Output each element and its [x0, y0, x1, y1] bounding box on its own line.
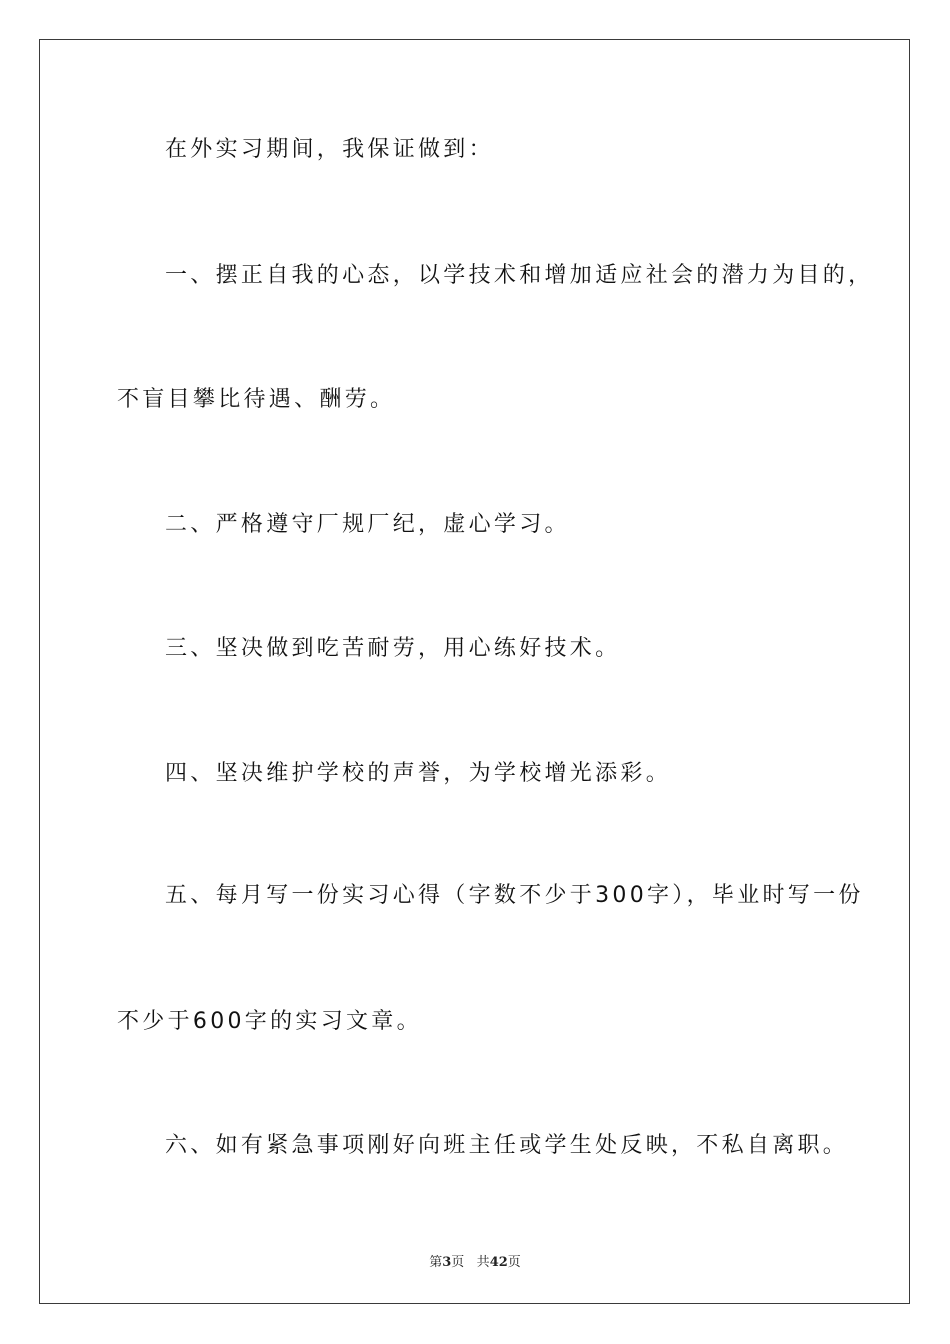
paragraph-item-6: 六、如有紧急事项刚好向班主任或学生处反映，不私自离职。: [165, 1133, 849, 1158]
paragraph-item-1: 一、摆正自我的心态，以学技术和增加适应社会的潜力为目的，: [165, 263, 874, 288]
paragraph-item-3: 三、坚决做到吃苦耐劳，用心练好技术。: [165, 636, 621, 661]
paragraph-item-4: 四、坚决维护学校的声誉，为学校增光添彩。: [165, 761, 672, 786]
page-footer: [0, 1251, 950, 1270]
footer-page-prefix: 第: [429, 1255, 443, 1270]
paragraph-item-2: 二、严格遵守厂规厂纪，虚心学习。: [165, 512, 570, 537]
footer-page-number: 3: [442, 1255, 452, 1270]
footer-page-suffix: 页: [451, 1255, 465, 1270]
page-border: [39, 39, 910, 1304]
footer-total-pages: 42: [489, 1255, 508, 1270]
footer-total-prefix: 共: [476, 1255, 490, 1270]
paragraph-item-5: 五、每月写一份实习心得（字数不少于300字），毕业时写一份: [165, 883, 864, 908]
paragraph-item-5-continued: 不少于600字的实习文章。: [117, 1009, 422, 1034]
paragraph-item-1-continued: 不盲目攀比待遇、酬劳。: [117, 387, 396, 412]
paragraph-intro: 在外实习期间，我保证做到：: [165, 137, 494, 162]
footer-total-suffix: 页: [507, 1255, 521, 1270]
